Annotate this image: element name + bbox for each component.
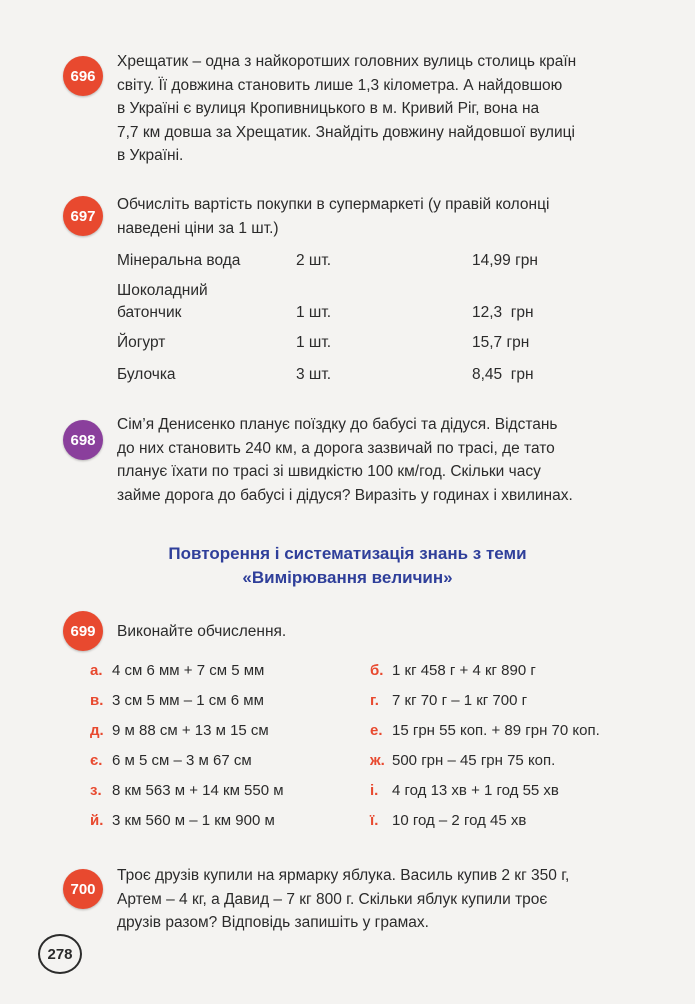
item-price: 14,99 грн xyxy=(472,252,538,269)
text-line: Хрещатик – одна з найкоротших головних вулиць столиць країн xyxy=(117,53,577,70)
exercise-expression: 8 км 563 м + 14 км 550 м xyxy=(112,782,284,799)
problem-700-text xyxy=(117,864,637,935)
exercise-item xyxy=(370,692,527,709)
item-price: 12,3 грн xyxy=(472,304,534,321)
problem-698-text xyxy=(117,413,637,507)
item-name: батончик xyxy=(117,304,182,321)
problem-number-badge: 698 xyxy=(63,420,103,460)
exercise-expression: 7 кг 70 г – 1 кг 700 г xyxy=(392,692,528,709)
problem-number-badge: 699 xyxy=(63,611,103,651)
exercise-expression: 3 см 5 мм – 1 см 6 мм xyxy=(112,692,264,709)
text-line: 7,7 км довша за Хрещатик. Знайдіть довжину найдовшої вулиці xyxy=(117,123,575,141)
section-heading xyxy=(60,542,635,590)
exercise-item xyxy=(90,662,264,679)
text-line: до них становить 240 км, а дорога зазвичай по трасі, де тато xyxy=(117,439,555,457)
exercise-item xyxy=(90,722,269,739)
text-line: в Україні. xyxy=(117,147,184,164)
exercise-item xyxy=(370,812,526,829)
exercise-label: е. xyxy=(370,722,383,739)
exercise-expression: 9 м 88 см + 13 м 15 см xyxy=(112,722,269,739)
item-qty: 1 шт. xyxy=(296,334,332,351)
exercise-label: г. xyxy=(370,692,379,709)
text-line: світу. Її довжина становить лише 1,3 кілометра. А найдовшою xyxy=(117,76,563,94)
exercise-item xyxy=(90,782,284,799)
exercise-label: д. xyxy=(90,722,104,739)
exercise-expression: 3 км 560 м – 1 км 900 м xyxy=(112,812,275,829)
item-qty: 2 шт. xyxy=(296,252,332,269)
item-name: Мінеральна вода xyxy=(117,252,241,269)
item-qty: 1 шт. xyxy=(296,304,332,321)
item-name: Булочка xyxy=(117,366,176,383)
exercise-item xyxy=(370,752,555,769)
exercise-label: б. xyxy=(370,662,384,679)
exercise-item xyxy=(90,812,275,829)
exercise-expression: 1 кг 458 г + 4 кг 890 г xyxy=(392,662,536,679)
exercise-item xyxy=(370,722,600,739)
exercise-label: а. xyxy=(90,662,103,679)
text-line: Артем – 4 кг, а Давид – 7 кг 800 г. Скільки яблук купили троє xyxy=(117,890,548,908)
item-qty: 3 шт. xyxy=(296,366,332,383)
problem-699-intro: Виконайте обчислення. xyxy=(117,623,287,640)
exercise-expression: 15 грн 55 коп. + 89 грн 70 коп. xyxy=(392,722,600,739)
exercise-label: в. xyxy=(90,692,104,709)
exercise-expression: 10 год – 2 год 45 хв xyxy=(392,812,527,829)
text-line: Обчисліть вартість покупки в супермаркеті (у правій колонці xyxy=(117,196,550,213)
problem-697-text xyxy=(117,193,637,240)
exercise-label: й. xyxy=(90,812,104,829)
text-line: наведені ціни за 1 шт.) xyxy=(117,219,279,237)
exercise-expression: 4 год 13 хв + 1 год 55 хв xyxy=(392,782,559,799)
exercise-expression: 4 см 6 мм + 7 см 5 мм xyxy=(112,662,265,679)
item-name-line1: Шоколадний xyxy=(117,282,208,299)
problem-696-text xyxy=(117,50,637,168)
text-line: Сім’я Денисенко планує поїздку до бабусі та дідуся. Відстань xyxy=(117,416,558,433)
item-name: Йогурт xyxy=(117,334,166,351)
exercise-label: ї. xyxy=(370,812,379,829)
exercise-item xyxy=(370,662,536,679)
item-price: 8,45 грн xyxy=(472,366,534,383)
problem-number-badge: 697 xyxy=(63,196,103,236)
exercise-label: з. xyxy=(90,782,102,799)
exercise-item xyxy=(90,752,252,769)
exercise-item xyxy=(370,782,559,799)
section-heading-line: «Вимірювання величин» xyxy=(242,568,453,587)
exercise-label: є. xyxy=(90,752,103,769)
exercise-item xyxy=(90,692,264,709)
problem-number-badge: 696 xyxy=(63,56,103,96)
exercise-expression: 6 м 5 см – 3 м 67 см xyxy=(112,752,252,769)
item-price: 15,7 грн xyxy=(472,334,530,351)
text-line: Троє друзів купили на ярмарку яблука. Василь купив 2 кг 350 г, xyxy=(117,867,570,884)
text-line: планує їхати по трасі зі швидкістю 100 км/год. Скільки часу xyxy=(117,463,541,480)
section-heading-line: Повторення і систематизація знань з теми xyxy=(168,544,527,563)
text-line: друзів разом? Відповідь запишіть у грамах. xyxy=(117,914,429,931)
exercise-label: і. xyxy=(370,782,379,799)
exercise-label: ж. xyxy=(370,752,385,769)
exercise-expression: 500 грн – 45 грн 75 коп. xyxy=(392,752,556,769)
page-number: 278 xyxy=(38,934,82,974)
text-line: займе дорога до бабусі і дідуся? Виразіть у годинах і хвилинах. xyxy=(117,486,573,504)
problem-number-badge: 700 xyxy=(63,869,103,909)
text-line: в Україні є вулиця Кропивницького в м. Кривий Ріг, вона на xyxy=(117,100,540,117)
